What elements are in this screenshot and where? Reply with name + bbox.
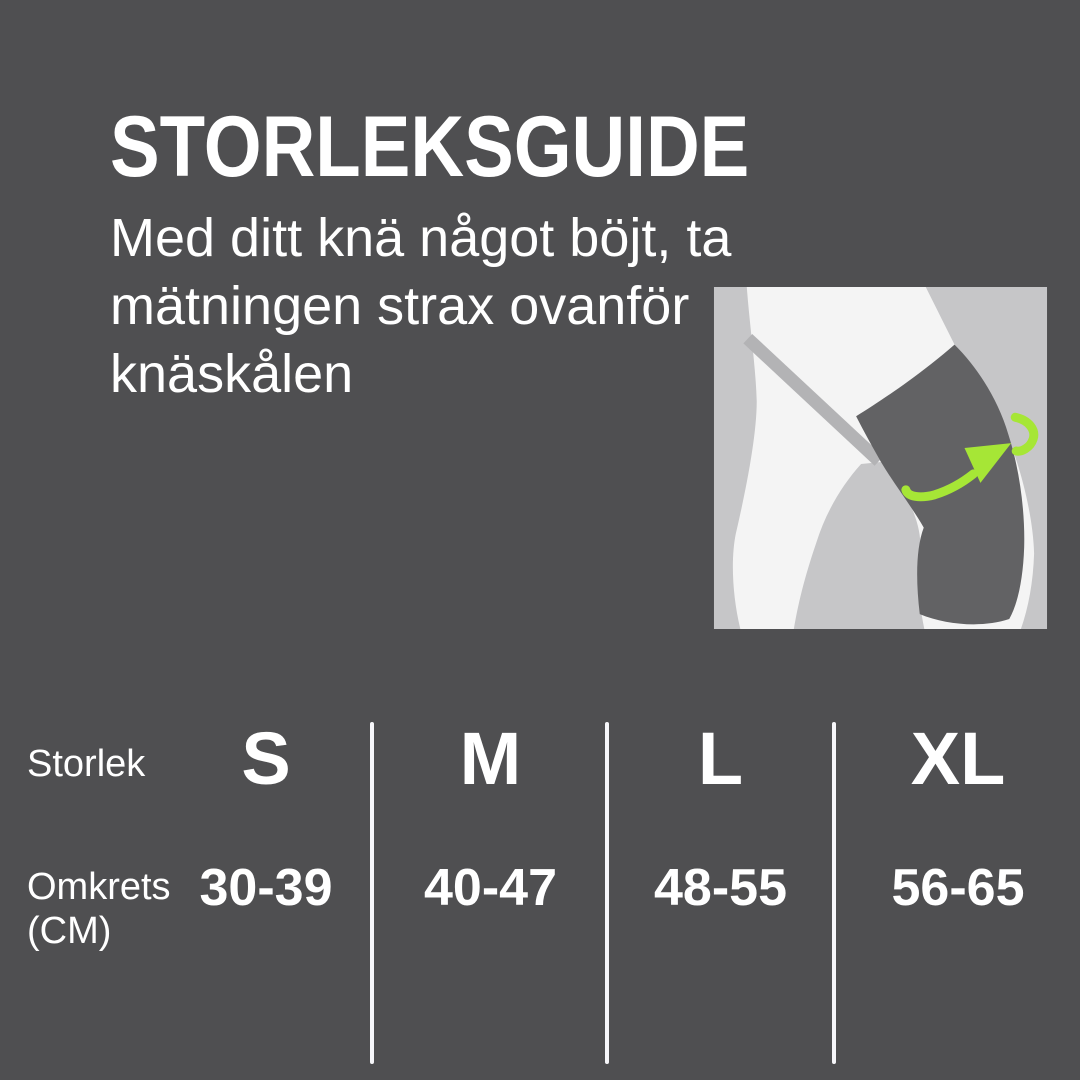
circumference-label-line-2: (CM) bbox=[27, 910, 112, 952]
size-name: L bbox=[697, 717, 744, 800]
instruction-line-3: knäskålen bbox=[110, 344, 354, 404]
instruction-line-2: mätningen strax ovanför bbox=[110, 276, 690, 336]
measurement-instructions bbox=[110, 204, 731, 408]
circumference-row-label bbox=[27, 865, 171, 953]
circumference-label-line-1: Omkrets bbox=[27, 866, 171, 908]
size-range: 48-55 bbox=[654, 859, 787, 917]
size-name: M bbox=[459, 717, 522, 800]
size-name: S bbox=[241, 717, 291, 800]
page-title: STORLEKSGUIDE bbox=[110, 99, 750, 195]
size-name: XL bbox=[910, 717, 1006, 800]
size-range: 56-65 bbox=[891, 859, 1025, 917]
size-range: 30-39 bbox=[199, 859, 333, 917]
knee-measurement-illustration bbox=[713, 287, 1048, 629]
size-row-label: Storlek bbox=[27, 743, 146, 785]
size-range: 40-47 bbox=[424, 859, 557, 917]
instruction-line-1: Med ditt knä något böjt, ta bbox=[110, 208, 732, 268]
